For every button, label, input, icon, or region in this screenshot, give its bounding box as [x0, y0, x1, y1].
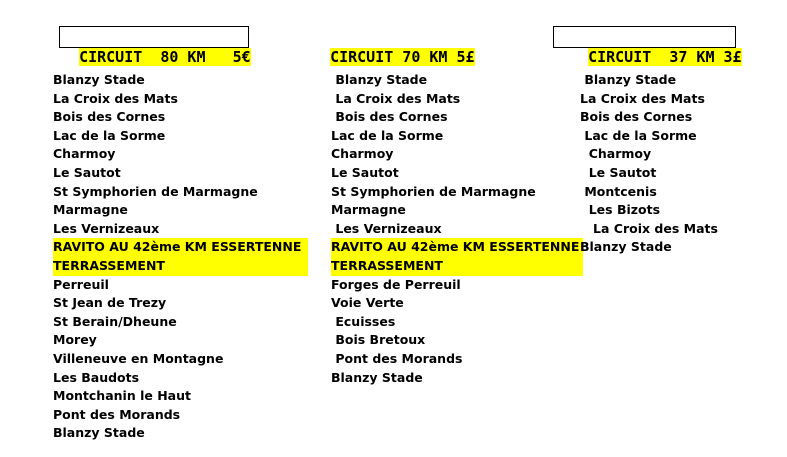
route-stop	[53, 313, 308, 332]
route-stop	[53, 164, 308, 183]
route-stop	[580, 183, 780, 202]
route-stop-label: Le Sautot	[580, 164, 657, 180]
route-stop-label: Blanzy Stade	[331, 72, 428, 87]
route-stop	[331, 164, 583, 183]
route-stop	[331, 201, 583, 220]
route-stop-label: TERRASSEMENT	[331, 257, 443, 273]
route-stop-label: Forges de Perreuil	[331, 276, 461, 292]
route-stop-label: La Croix des Mats	[580, 90, 705, 106]
route-stop	[53, 183, 308, 202]
route-stop	[331, 90, 583, 109]
route-stop-label: Blanzy Stade	[331, 369, 423, 385]
route-stop-label: Montchanin le Haut	[53, 388, 191, 404]
route-stop-label: Marmagne	[53, 202, 128, 218]
route-stop	[331, 257, 583, 276]
route-stop	[53, 127, 308, 146]
route-stop-label: Lac de la Sorme	[580, 127, 697, 143]
circuit-37-title	[553, 26, 742, 66]
route-stop-label: RAVITO AU 42ème KM ESSERTENNE	[53, 239, 302, 255]
route-stop	[331, 238, 583, 257]
route-stop-label: St Symphorien de Marmagne	[53, 183, 258, 199]
route-stop	[580, 201, 780, 220]
route-stop	[331, 71, 583, 90]
route-stop	[53, 145, 308, 164]
route-stop	[580, 71, 780, 90]
route-stop	[580, 238, 780, 257]
route-stop-label: Perreuil	[53, 276, 109, 292]
route-stop-label: Les Vernizeaux	[53, 220, 160, 236]
route-stop	[53, 406, 308, 425]
route-stop	[53, 294, 308, 313]
route-stop-label: Blanzy Stade	[580, 239, 672, 255]
route-stop-label: Montcenis	[580, 183, 657, 199]
route-stop	[53, 238, 308, 257]
route-stop-label: La Croix des Mats	[331, 90, 461, 106]
route-stop-label: Blanzy Stade	[53, 72, 145, 87]
route-stop-label: Marmagne	[331, 202, 406, 218]
route-stop-label: TERRASSEMENT	[53, 257, 165, 273]
route-stop-label: St Jean de Trezy	[53, 295, 167, 311]
route-stop-label: Les Bizots	[580, 202, 661, 218]
circuit-37-title-text: CIRCUIT 37 KM 3£	[588, 48, 742, 66]
circuit-70-route-list	[331, 71, 583, 387]
route-stop-label: St Symphorien de Marmagne	[331, 183, 536, 199]
route-stop-label: Charmoy	[580, 146, 652, 162]
route-stop	[580, 108, 780, 127]
route-stop-label: Blanzy Stade	[580, 72, 677, 87]
route-stop-label: Le Sautot	[331, 164, 399, 180]
route-stop	[331, 350, 583, 369]
circuit-37-route-list	[580, 71, 780, 257]
route-stop	[53, 108, 308, 127]
route-stop	[53, 71, 308, 90]
circuit-80-title	[59, 26, 251, 66]
route-stop	[580, 145, 780, 164]
route-stop	[53, 220, 308, 239]
route-stop-label: Morey	[53, 332, 97, 348]
route-stop-label: Pont des Morands	[53, 406, 181, 422]
route-stop	[331, 127, 583, 146]
route-stop	[53, 331, 308, 350]
route-stop-label: Bois des Cornes	[580, 109, 693, 125]
circuit-70-title-text: CIRCUIT 70 KM 5£	[330, 48, 475, 66]
route-stop	[53, 369, 308, 388]
route-stop-label: Ecuisses	[331, 313, 396, 329]
route-stop	[53, 276, 308, 295]
route-stop	[331, 276, 583, 295]
route-stop-label: Voie Verte	[331, 295, 404, 311]
route-stop	[331, 145, 583, 164]
route-stop-label: La Croix des Mats	[53, 90, 178, 106]
route-stop-label: Bois des Cornes	[331, 109, 448, 125]
route-stop	[331, 220, 583, 239]
route-stop-label: La Croix des Mats	[580, 220, 718, 236]
route-stop	[331, 331, 583, 350]
route-stop	[53, 350, 308, 369]
route-stop	[580, 127, 780, 146]
circuit-80-title-text: CIRCUIT 80 KM 5€	[79, 48, 251, 66]
route-stop	[53, 257, 308, 276]
route-stop	[331, 183, 583, 202]
route-stop-label: Pont des Morands	[331, 350, 463, 366]
route-stop-label: Charmoy	[331, 146, 394, 162]
route-stop-label: Lac de la Sorme	[331, 127, 444, 143]
route-stop	[53, 424, 308, 443]
route-stop	[331, 108, 583, 127]
route-stop	[331, 369, 583, 388]
route-stop-label: Charmoy	[53, 146, 116, 162]
route-stop	[331, 313, 583, 332]
route-stop-label: Les Vernizeaux	[331, 220, 442, 236]
route-stop	[331, 294, 583, 313]
route-stop	[53, 90, 308, 109]
route-stop	[580, 220, 780, 239]
route-stop-label: Bois des Cornes	[53, 109, 166, 125]
route-stop-label: RAVITO AU 42ème KM ESSERTENNE	[331, 239, 580, 255]
circuit-70-title	[312, 27, 475, 66]
route-stop-label: Bois Bretoux	[331, 332, 426, 348]
route-stop	[53, 387, 308, 406]
route-stop-label: Villeneuve en Montagne	[53, 350, 224, 366]
route-stop	[580, 90, 780, 109]
route-stop-label: Le Sautot	[53, 164, 121, 180]
route-stop-label: Lac de la Sorme	[53, 127, 166, 143]
route-stop-label: St Berain/Dheune	[53, 313, 177, 329]
circuit-80-route-list	[53, 71, 308, 443]
route-stop-label: Les Baudots	[53, 369, 140, 385]
route-stop-label: Blanzy Stade	[53, 425, 145, 441]
route-stop	[53, 201, 308, 220]
route-stop	[580, 164, 780, 183]
